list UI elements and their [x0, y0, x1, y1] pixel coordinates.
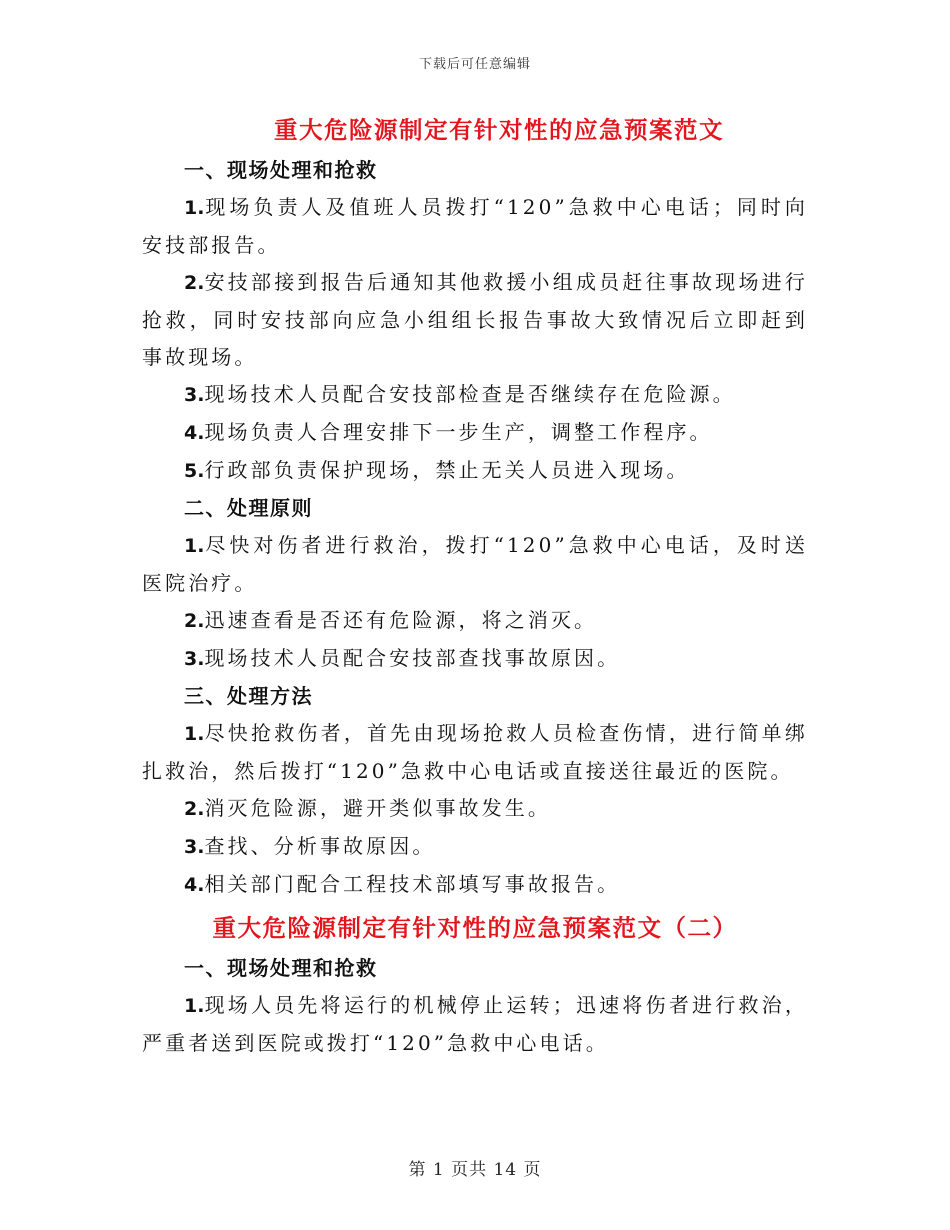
page-footer: 第 1 页共 14 页	[408, 1160, 542, 1180]
item-number: 3.	[184, 836, 205, 858]
item-text: 现场技术人员配合安技部检查是否继续存在危险源。	[204, 382, 736, 406]
list-item	[142, 640, 808, 678]
list-item	[142, 189, 808, 264]
section-4	[142, 950, 808, 1062]
list-item	[142, 828, 808, 866]
item-text: 行政部负责保护现场，禁止无关人员进入现场。	[204, 458, 690, 482]
list-item	[142, 376, 808, 414]
section-heading: 三、处理方法	[184, 684, 313, 708]
item-text: 消灭危险源，避开类似事故发生。	[204, 796, 551, 820]
section-3	[142, 678, 808, 904]
list-item	[142, 452, 808, 490]
document-body	[142, 112, 808, 1062]
item-number: 1.	[184, 535, 205, 557]
item-text: 相关部门配合工程技术部填写事故报告。	[204, 872, 621, 896]
section-heading: 二、处理原则	[184, 496, 313, 520]
item-number: 3.	[184, 384, 205, 406]
list-item	[142, 414, 808, 452]
item-number: 3.	[184, 648, 205, 670]
item-text: 查找、分析事故原因。	[204, 834, 436, 858]
item-text: 尽快对伤者进行救治，拨打“120”急救中心电话，及时送医院治疗。	[142, 533, 808, 595]
item-number: 2.	[184, 610, 205, 632]
item-text: 现场技术人员配合安技部查找事故原因。	[204, 646, 621, 670]
item-number: 2.	[184, 798, 205, 820]
item-number: 1.	[184, 995, 205, 1017]
page-header: 下载后可任意编辑	[418, 57, 531, 72]
list-item	[142, 602, 808, 640]
item-number: 5.	[184, 460, 205, 482]
item-number: 1.	[184, 723, 205, 745]
list-item	[142, 527, 808, 602]
list-item	[142, 987, 808, 1062]
item-number: 1.	[184, 197, 205, 219]
item-text: 安技部接到报告后通知其他救援小组成员赶往事故现场进行抢救，同时安技部向应急小组组长报告事故大致情况后立即赶到事故现场。	[142, 270, 808, 369]
item-text: 现场负责人及值班人员拨打“120”急救中心电话；同时向安技部报告。	[142, 195, 808, 257]
section-heading: 一、现场处理和抢救	[184, 158, 378, 182]
list-item	[142, 790, 808, 828]
list-item	[142, 866, 808, 904]
item-text: 迅速查看是否还有危险源，将之消灭。	[204, 608, 598, 632]
item-text: 现场负责人合理安排下一步生产，调整工作程序。	[204, 420, 713, 444]
item-number: 2.	[184, 272, 205, 294]
list-item	[142, 264, 808, 376]
section-2	[142, 490, 808, 678]
section-1	[142, 152, 808, 490]
item-number: 4.	[184, 422, 205, 444]
item-text: 现场人员先将运行的机械停止运转；迅速将伤者进行救治，严重者送到医院或拨打“120”急救中心电话。	[142, 993, 808, 1055]
item-text: 尽快抢救伤者，首先由现场抢救人员检查伤情，进行简单绑扎救治，然后拨打“120”急救中心电话或直接送往最近的医院。	[142, 721, 808, 783]
item-number: 4.	[184, 874, 205, 896]
list-item	[142, 715, 808, 790]
section-heading: 一、现场处理和抢救	[184, 956, 378, 980]
document-title: 重大危险源制定有针对性的应急预案范文	[274, 116, 724, 144]
document-title-2: 重大危险源制定有针对性的应急预案范文（二）	[212, 914, 738, 942]
